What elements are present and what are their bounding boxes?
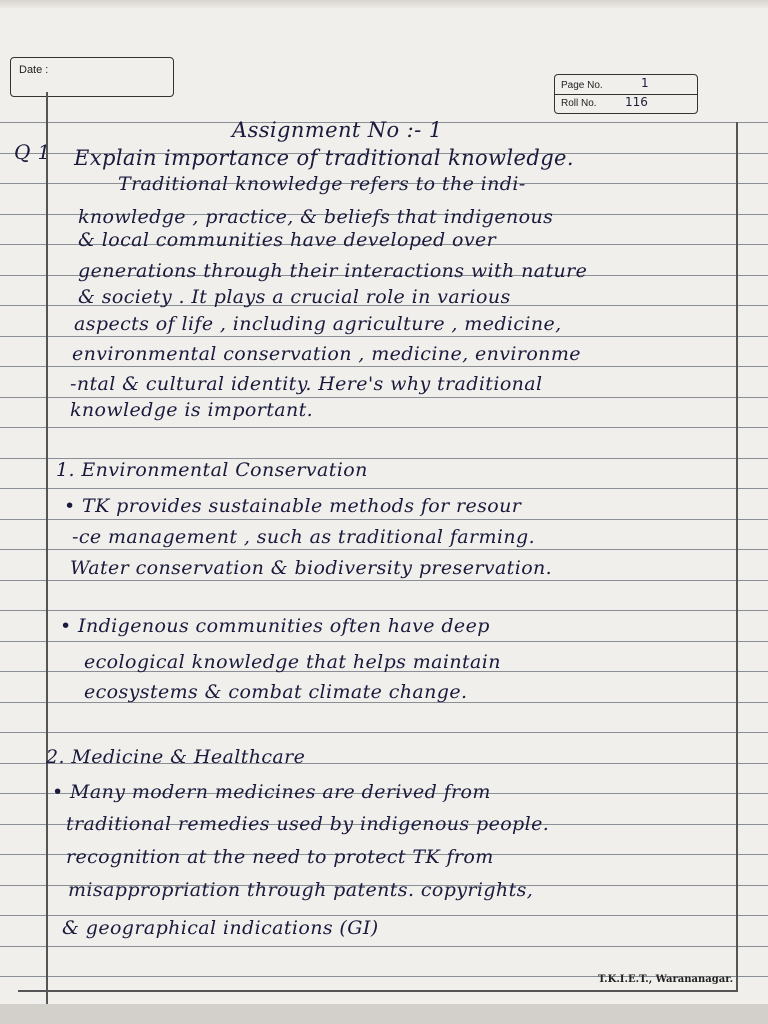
page-no-value: 1 xyxy=(641,76,649,90)
section-line: • Many modern medicines are derived from xyxy=(52,781,491,803)
roll-no-value: 116 xyxy=(625,95,648,109)
intro-line: & society . It plays a crucial role in various xyxy=(78,286,511,308)
ruled-line xyxy=(0,732,768,733)
ruled-line xyxy=(0,488,768,489)
institution-footer: T.K.I.E.T., Warananagar. xyxy=(598,974,734,985)
page-top-edge xyxy=(0,0,768,8)
intro-line: -ntal & cultural identity. Here's why traditional xyxy=(70,373,543,395)
intro-line: aspects of life , including agriculture , medicine, xyxy=(74,313,562,335)
section-line: • TK provides sustainable methods for resour xyxy=(64,495,522,517)
section-heading: 2. Medicine & Healthcare xyxy=(46,746,306,768)
date-label: Date : xyxy=(19,64,49,76)
section-line: ecosystems & combat climate change. xyxy=(84,681,468,703)
section-line: • Indigenous communities often have deep xyxy=(60,615,490,637)
question-marker: Q 1 xyxy=(14,140,51,164)
section-heading: 1. Environmental Conservation xyxy=(56,459,368,481)
roll-no-label: Roll No. xyxy=(561,97,597,109)
section-line: misappropriation through patents. copyrights, xyxy=(68,879,534,901)
ruled-line xyxy=(0,641,768,642)
intro-line: knowledge , practice, & beliefs that indigenous xyxy=(78,206,554,228)
intro-line: environmental conservation , medicine, environme xyxy=(72,343,581,365)
question-text: Explain importance of traditional knowledge. xyxy=(74,146,574,170)
page-no-label: Page No. xyxy=(561,79,603,91)
section-line: recognition at the need to protect TK from xyxy=(66,846,494,868)
page-roll-box xyxy=(554,74,698,114)
section-line: ecological knowledge that helps maintain xyxy=(84,651,501,673)
section-line: Water conservation & biodiversity preservation. xyxy=(70,557,553,579)
desk-background xyxy=(0,1004,768,1024)
ruled-line xyxy=(0,946,768,947)
section-line: -ce management , such as traditional farming. xyxy=(72,526,536,548)
intro-line: Traditional knowledge refers to the indi- xyxy=(118,173,526,195)
page-border-right xyxy=(736,122,738,992)
intro-line: & local communities have developed over xyxy=(78,229,497,251)
intro-line: knowledge is important. xyxy=(70,399,314,421)
section-line: traditional remedies used by indigenous people. xyxy=(66,813,550,835)
intro-line: generations through their interactions with nature xyxy=(78,260,588,282)
date-box xyxy=(10,57,174,97)
ruled-line xyxy=(0,427,768,428)
assignment-title: Assignment No :- 1 xyxy=(232,118,443,142)
ruled-line xyxy=(0,610,768,611)
page-border-bottom xyxy=(18,990,738,992)
section-line: & geographical indications (GI) xyxy=(62,917,379,939)
margin-line xyxy=(46,92,48,1004)
